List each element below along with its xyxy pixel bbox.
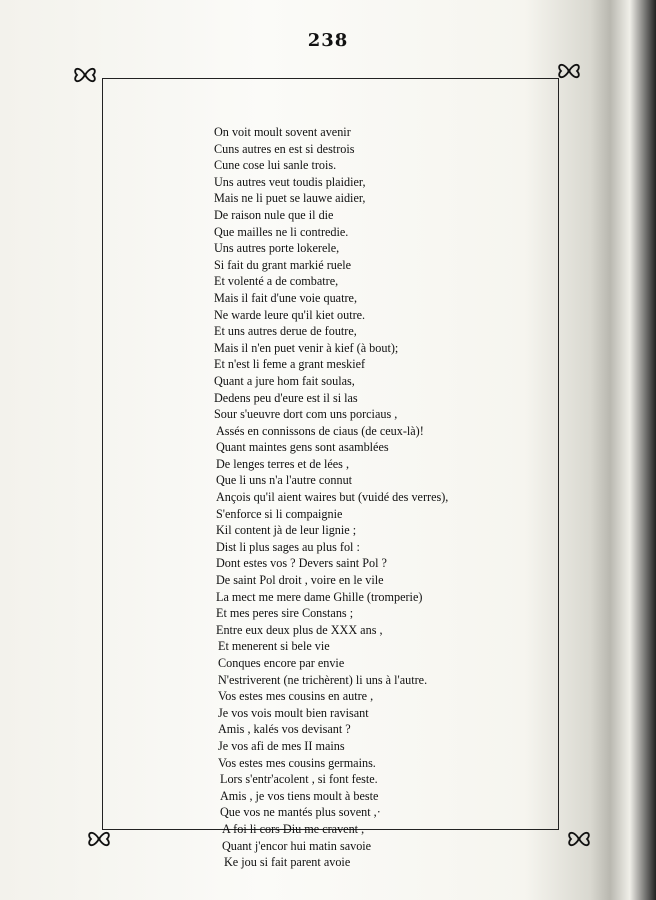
poem-line: De raison nule que il die [214,207,334,222]
poem-line: Que mailles ne li contredie. [214,224,349,239]
poem-line: Que vos ne mantés plus sovent ,· [220,805,381,820]
poem-text [214,124,514,871]
poem-line: Vos estes mes cousins germains. [218,755,376,770]
fleuron-ornament-icon [86,826,112,852]
poem-line: Dedens peu d'eure est il si las [214,390,358,405]
poem-line: Ke jou si fait parent avoie [224,855,351,870]
poem-line: On voit moult sovent avenir [214,125,351,139]
poem-line: Conques encore par envie [218,656,345,670]
poem-line: Et mes peres sire Constans ; [216,606,354,621]
poem-line: Je vos vois moult bien ravisant [218,705,369,720]
poem-line: Kil content jà de leur lignie ; [216,523,357,538]
poem-line: Ançois qu'il aient waires but (vuidé des verres), [216,490,449,505]
poem-line: Uns autres porte lokerele, [214,241,340,256]
poem-line: A foi li cors Diu me cravent , [222,821,365,836]
poem-line: Et n'est li feme a grant meskief [214,357,366,372]
poem-line: De saint Pol droit , voire en le vile [216,573,384,588]
poem-line: Et volenté a de combatre, [214,274,339,289]
poem-line: De lenges terres et de lées , [216,456,349,471]
poem-line: Que li uns n'a l'autre connut [216,473,353,488]
poem-line: S'enforce si li compaignie [216,506,343,521]
poem-line: Uns autres veut toudis plaidier, [214,174,366,189]
page-number: 238 [307,30,349,51]
poem-line: Si fait du grant markié ruele [214,257,352,272]
poem-line: Ne warde leure qu'il kiet outre. [214,307,366,322]
fleuron-ornament-icon [566,826,592,852]
poem-line: Cune cose lui sanle trois. [214,158,337,173]
poem-line: Lors s'entr'acolent , si font feste. [220,772,378,787]
poem-line: Assés en connissons de ciaus (de ceux-là)! [216,423,424,438]
poem-line: Mais ne li puet se lauwe aidier, [214,191,366,206]
poem-line: Amis , kalés vos devisant ? [218,722,351,737]
poem-line: La mect me mere dame Ghille (tromperie) [216,589,423,604]
poem-line: Quant a jure hom fait soulas, [214,373,355,388]
poem-line: Et menerent si bele vie [218,639,330,654]
poem-line: Mais il n'en puet venir à kief (à bout); [214,340,399,355]
poem-line: Sour s'ueuvre dort com uns porciaus , [214,407,398,422]
poem-line: Cuns autres en est si destrois [214,141,355,156]
poem-line: Et uns autres derue de foutre, [214,324,357,339]
fleuron-ornament-icon [72,62,98,88]
poem-line: Entre eux deux plus de XXX ans , [216,622,383,637]
poem-line: Quant j'encor hui matin savoie [222,838,372,853]
fleuron-ornament-icon [556,58,582,84]
poem-line: N'estriverent (ne trichèrent) li uns à l'autre. [218,672,428,687]
poem-line: Vos estes mes cousins en autre , [218,689,374,704]
poem-line: Amis , je vos tiens moult à beste [220,788,379,803]
poem-line: Dont estes vos ? Devers saint Pol ? [216,556,387,571]
poem-line: Quant maintes gens sont asamblées [216,440,389,455]
poem-line: Mais il fait d'une voie quatre, [214,290,357,305]
poem-line: Dist li plus sages au plus fol : [216,539,360,554]
poem-line: Je vos afi de mes II mains [218,738,345,753]
